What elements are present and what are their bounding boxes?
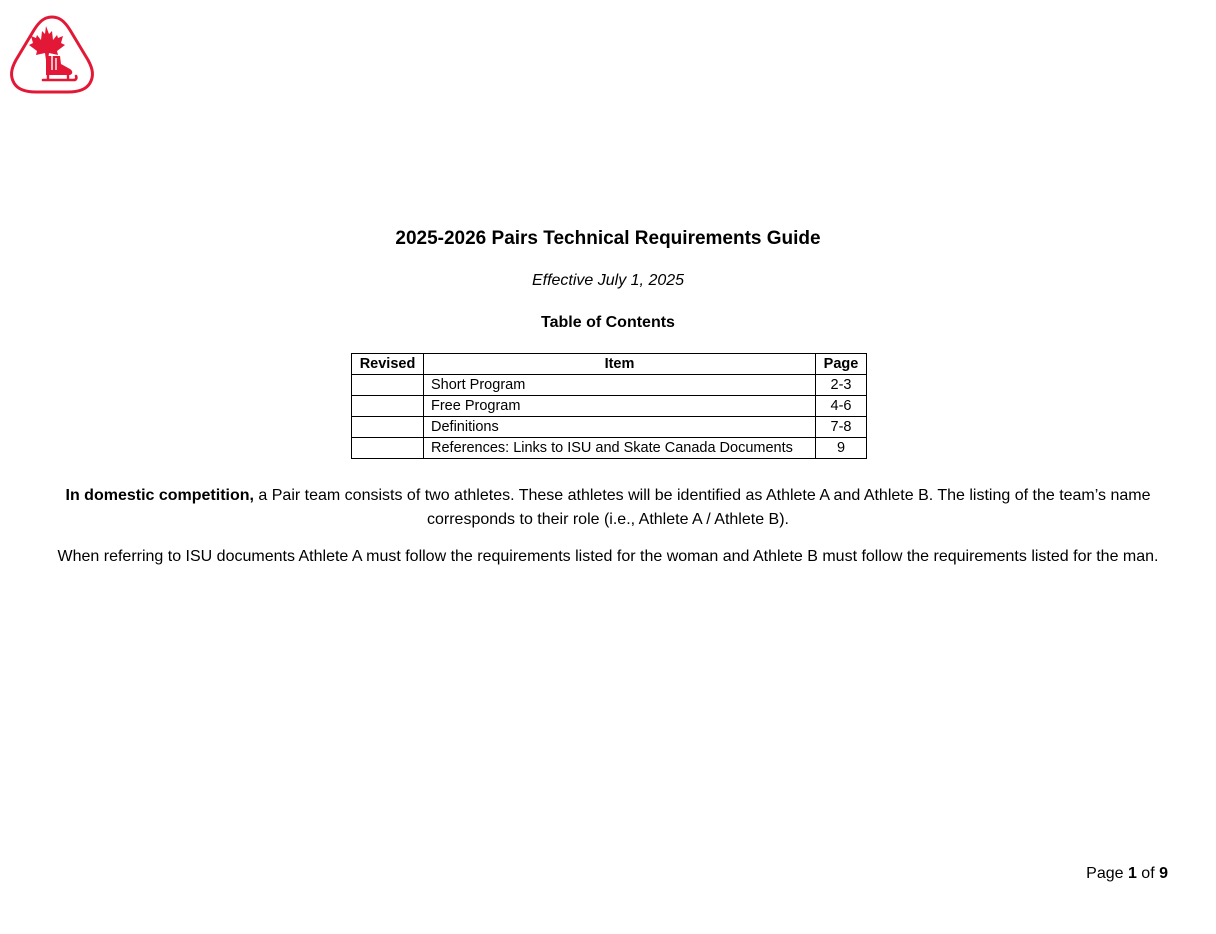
toc-revised-cell — [352, 396, 424, 417]
toc-page-cell: 4-6 — [816, 396, 867, 417]
toc-page-cell: 9 — [816, 438, 867, 459]
toc-item-cell: Short Program — [424, 375, 816, 396]
skate-canada-logo — [8, 14, 96, 94]
toc-revised-cell — [352, 417, 424, 438]
toc-row — [352, 375, 867, 396]
toc-header-revised: Revised — [352, 354, 424, 375]
toc-item-cell: Free Program — [424, 396, 816, 417]
toc-row — [352, 438, 867, 459]
toc-row — [352, 396, 867, 417]
page-of: of — [1136, 865, 1160, 882]
paragraph-isu-documents: When referring to ISU documents Athlete A must follow the requirements listed for the woman and Athlete B must follow the requirements listed for the man. — [57, 548, 1159, 565]
effective-date: Effective July 1, 2025 — [531, 272, 685, 289]
toc-item-cell: Definitions — [424, 417, 816, 438]
document-title: 2025-2026 Pairs Technical Requirements Guide — [395, 228, 821, 249]
page-number — [1086, 865, 1168, 883]
toc-page-cell: 7-8 — [816, 417, 867, 438]
toc-row — [352, 417, 867, 438]
page-total: 9 — [1159, 865, 1168, 882]
toc-revised-cell — [352, 438, 424, 459]
table-of-contents — [351, 353, 867, 459]
paragraph-body-text: a Pair team consists of two athletes. These athletes will be identified as Athlete A and Athlete B. The listing of the team’s name corresponds to their role (i.e., Athlete A / Athlete B). — [253, 487, 1151, 528]
toc-header-row — [352, 354, 867, 375]
toc-item-cell: References: Links to ISU and Skate Canada Documents — [424, 438, 816, 459]
paragraph-domestic-competition — [50, 484, 1166, 532]
page-current: 1 — [1127, 865, 1137, 882]
toc-header-item: Item — [424, 354, 816, 375]
paragraph-lead-bold: In domestic competition, — [65, 487, 254, 504]
toc-heading: Table of Contents — [541, 314, 675, 331]
toc-header-page: Page — [816, 354, 867, 375]
toc-page-cell: 2-3 — [816, 375, 867, 396]
page-prefix: Page — [1086, 865, 1128, 882]
toc-revised-cell — [352, 375, 424, 396]
